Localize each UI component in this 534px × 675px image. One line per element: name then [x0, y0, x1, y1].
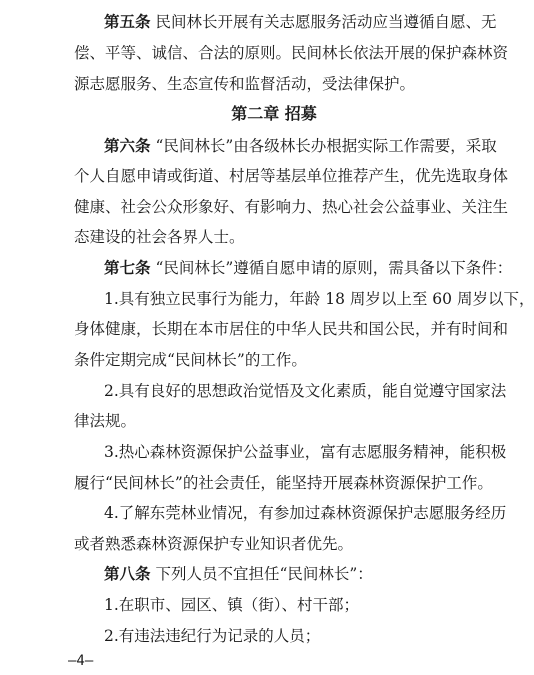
article-7-text: “民间林长”遵循自愿申请的原则，需具备以下条件： [155, 259, 513, 277]
article-7-item-3-line-1: 3.热心森林资源保护公益事业，富有志愿服务精神，能积极 [104, 443, 507, 461]
article-7-item-1-line-3: 条件定期完成“民间林长”的工作。 [74, 351, 307, 369]
article-6-line-3: 健康、社会公众形象好、有影响力、热心社会公益事业、关注生 [74, 198, 509, 216]
article-7-item-2-line-1: 2.具有良好的思想政治觉悟及文化素质，能自觉遵守国家法 [104, 382, 507, 400]
article-7-line-1 [104, 258, 513, 278]
article-6-line-1 [104, 136, 497, 156]
chapter-2-heading: 第二章 招募 [231, 104, 317, 123]
article-7-label: 第七条 [104, 258, 151, 277]
article-8-text: 下列人员不宜担任“民间林长”： [155, 565, 373, 583]
article-6-line-2: 个人自愿申请或街道、村居等基层单位推荐产生，优先选取身体 [74, 167, 509, 185]
article-5-line-3: 源志愿服务、生态宣传和监督活动，受法律保护。 [74, 75, 416, 93]
article-6-text: “民间林长”由各级林长办根据实际工作需要，采取 [155, 137, 497, 155]
article-5-label: 第五条 [104, 12, 151, 31]
article-6-label: 第六条 [104, 136, 151, 155]
article-8-item-2: 2.有违法违纪行为记录的人员； [104, 627, 321, 645]
article-7-item-4-line-2: 或者熟悉森林资源保护专业知识者优先。 [74, 535, 354, 553]
article-7-item-3-line-2: 履行“民间林长”的社会责任，能坚持开展森林资源保护工作。 [74, 474, 493, 492]
article-8-item-1: 1.在职市、园区、镇（街）、村干部； [104, 596, 360, 614]
article-8-line-1 [104, 564, 474, 584]
article-7-item-4-line-1: 4.了解东莞林业情况，有参加过森林资源保护志愿服务经历 [104, 504, 507, 522]
article-7-item-2-line-2: 律法规。 [74, 412, 137, 430]
article-8-label: 第八条 [104, 564, 151, 583]
article-7-item-1-line-1: 1.具有独立民事行为能力，年龄 18 周岁以上至 60 周岁以下， [104, 290, 534, 308]
page-number: —4— [68, 653, 94, 669]
article-5-line-1 [104, 12, 497, 32]
article-7-item-1-line-2: 身体健康，长期在本市居住的中华人民共和国公民，并有时间和 [74, 320, 509, 338]
article-6-line-4: 态建设的社会各界人士。 [74, 228, 245, 246]
article-5-text: 民间林长开展有关志愿服务活动应当遵循自愿、无 [155, 13, 497, 31]
article-5-line-2: 偿、平等、诚信、合法的原则。民间林长依法开展的保护森林资 [74, 44, 509, 62]
